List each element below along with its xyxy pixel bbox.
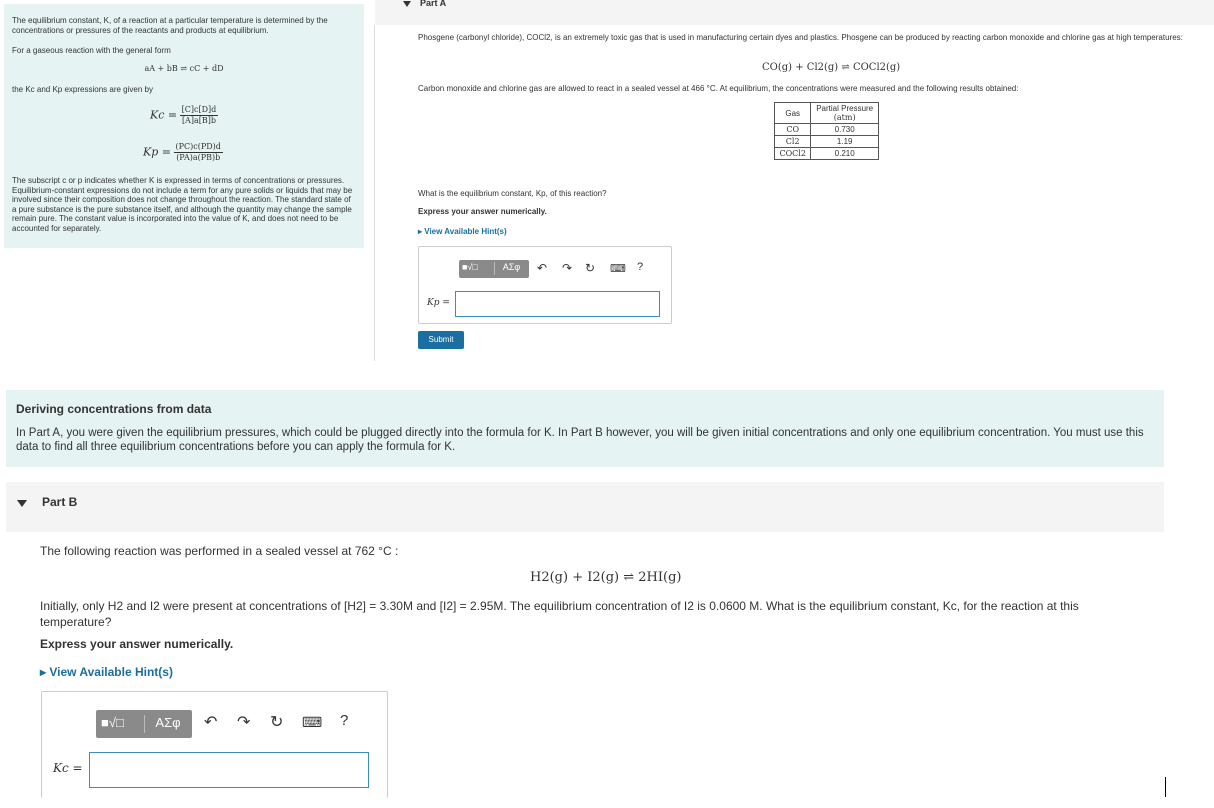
undo-icon[interactable]: ↶ (537, 261, 548, 275)
part-a-conditions: Carbon monoxide and chlorine gas are allowed to react in a sealed vessel at 466 °C. At equilibrium, the concentrations were measured and the following results obtained: (418, 84, 1019, 93)
table-header-pressure (811, 103, 879, 124)
part-b-title: Part B (42, 495, 78, 509)
general-equation: aA + bB ⇌ cC + dD (144, 64, 224, 73)
kc-answer-input[interactable] (89, 752, 369, 788)
pressure-cell: 0.730 (811, 124, 879, 136)
part-b-answer-box (41, 691, 388, 798)
keyboard-icon[interactable]: ⌨ (302, 714, 323, 730)
kp-answer-input[interactable] (455, 291, 660, 317)
tip-body: In Part A, you were given the equilibrium pressures, which could be plugged directly into the formula for K. In Part B however, you will be given initial concentrations and only one equilibrium concentration. You must use this data to find all three equilibrium concentrations before you can apply the formula for K. (16, 427, 1144, 453)
kp-numerator: (PC)c(PD)d (175, 142, 221, 151)
part-b-hint-label: View Available Hint(s) (49, 665, 173, 679)
submit-button[interactable]: Submit (418, 331, 464, 349)
kc-answer-label: Kc = (53, 761, 83, 775)
part-b-hint-link[interactable] (40, 665, 173, 679)
part-a-hint-link[interactable] (418, 227, 507, 236)
hint-arrow-icon: ▸ (40, 665, 47, 679)
part-b-question: Initially, only H2 and I2 were present at concentrations of [H2] = 3.30M and [I2] = 2.95M. The equilibrium concentration of I2 is 0.0600 M. What is the equilibrium constant, Kc, for the reaction at this temperature? (40, 599, 1079, 629)
toolbar-group (96, 710, 192, 738)
part-a-question: What is the equilibrium constant, Kp, of this reaction? (418, 189, 607, 198)
part-a-reaction: CO(g) + Cl2(g) ⇌ COCl2(g) (762, 62, 901, 73)
greek-symbols-button[interactable]: ΑΣφ (494, 262, 528, 275)
gas-cell: Cl2 (775, 136, 811, 148)
hint-arrow-icon: ▸ (418, 227, 423, 236)
table-row (775, 124, 879, 136)
kp-lhs: Kp = (143, 145, 171, 159)
table-header-pressure-label: Partial Pressure (816, 104, 874, 113)
part-a-title: Part A (420, 0, 447, 8)
kp-denominator: (PA)a(PB)b (176, 152, 221, 162)
redo-icon[interactable]: ↷ (562, 261, 573, 275)
table-row (775, 148, 879, 160)
part-b-reaction: H2(g) + I2(g) ⇌ 2HI(g) (530, 570, 682, 585)
collapse-arrow-icon[interactable] (403, 1, 411, 7)
intro-panel (4, 4, 364, 248)
tip-title: Deriving concentrations from data (16, 402, 212, 416)
redo-icon[interactable]: ↷ (237, 714, 251, 731)
part-a-header[interactable] (375, 0, 1214, 25)
pressure-cell: 0.210 (811, 148, 879, 160)
part-a-intro: Phosgene (carbonyl chloride), COCl2, is an extremely toxic gas that is used in manufacturing certain dyes and plastics. Phosgene can be produced by reacting carbon monoxide and chlorine gas at high temperatures: (418, 33, 1183, 42)
intro-paragraph-4: The subscript c or p indicates whether K is expressed in terms of concentrations or pressures. Equilibrium-constant expressions do not include a term for any pure solids or liquids that may be involved since their composition does not change throughout the reaction. The standard state of a pure substance is the pure substance itself, and although the quantity may change the sample remain pure. The constant value is incorporated into the value of K, and does not need to be accounted for separately. (12, 176, 353, 233)
keyboard-icon[interactable]: ⌨ (610, 263, 626, 275)
part-a-hint-label: View Available Hint(s) (424, 227, 507, 236)
toolbar-group (459, 260, 529, 278)
part-a-answer-box (418, 246, 672, 324)
reset-icon[interactable]: ↻ (585, 261, 596, 275)
kp-expression (143, 142, 223, 162)
table-header-gas: Gas (775, 103, 811, 124)
part-b-header[interactable] (6, 482, 1164, 532)
table-row (775, 136, 879, 148)
kp-answer-label: Kp = (427, 298, 450, 308)
tip-panel (6, 390, 1164, 467)
kc-expression (150, 105, 218, 125)
table-header-unit: (atm) (833, 113, 856, 122)
part-b-express: Express your answer numerically. (40, 637, 234, 651)
part-b-intro: The following reaction was performed in a sealed vessel at 762 °C : (40, 544, 399, 558)
partial-pressure-table (774, 102, 879, 160)
intro-paragraph-2: For a gaseous reaction with the general form (12, 46, 171, 55)
reset-icon[interactable]: ↻ (270, 714, 284, 731)
collapse-arrow-icon[interactable] (17, 500, 27, 507)
kc-denominator: [A]a[B]b (181, 115, 216, 125)
template-button[interactable]: ■√□ (101, 715, 124, 730)
undo-icon[interactable]: ↶ (204, 714, 218, 731)
help-icon[interactable]: ? (637, 261, 644, 273)
gas-cell: COCl2 (775, 148, 811, 160)
help-icon[interactable]: ? (340, 712, 349, 729)
pressure-cell: 1.19 (811, 136, 879, 148)
kc-lhs: Kc = (150, 108, 178, 122)
intro-paragraph-3: the Kc and Kp expressions are given by (12, 85, 153, 94)
intro-paragraph-1: The equilibrium constant, K, of a reaction at a particular temperature is determined by the concentrations or pressures of the reactants and products at equilibrium. (12, 16, 328, 35)
vertical-divider (374, 25, 375, 361)
template-button[interactable]: ■√□ (462, 262, 478, 272)
part-a-express: Express your answer numerically. (418, 207, 547, 216)
gas-cell: CO (775, 124, 811, 136)
text-cursor (1165, 777, 1166, 797)
kc-numerator: [C]c[D]d (181, 105, 217, 114)
greek-symbols-button[interactable]: ΑΣφ (144, 715, 191, 733)
